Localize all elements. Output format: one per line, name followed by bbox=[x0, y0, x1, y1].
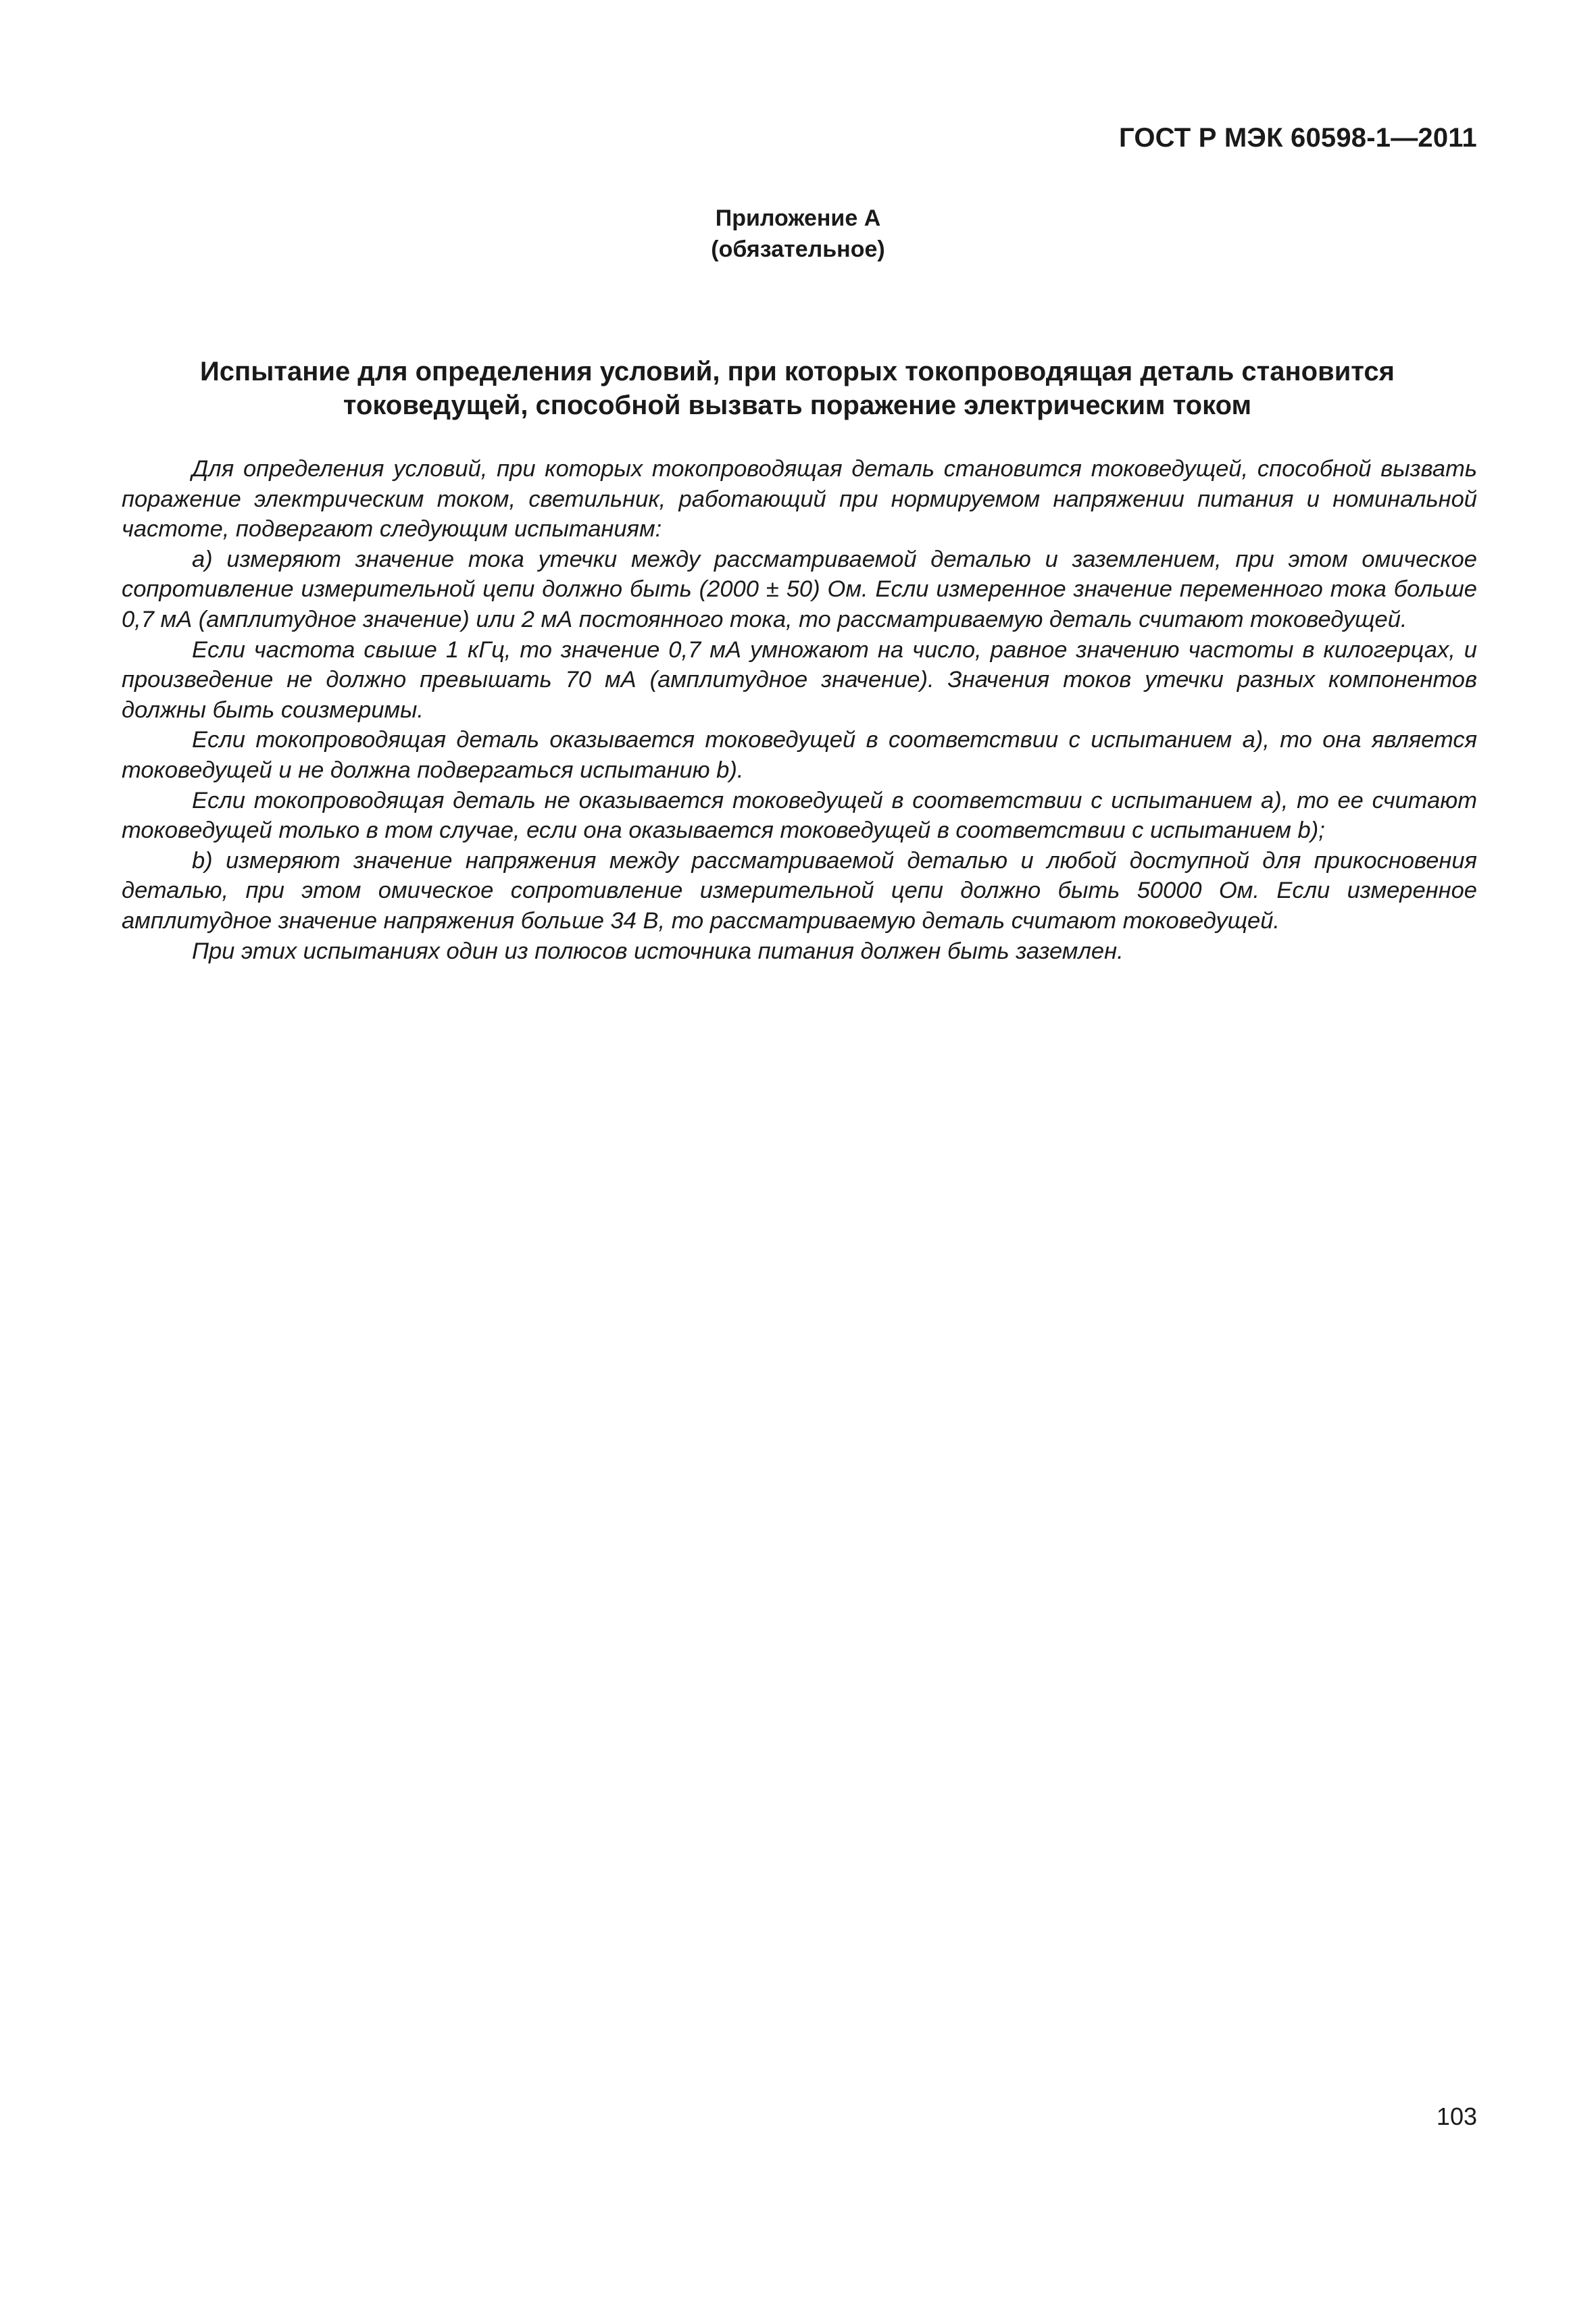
paragraph: b) измеряют значение напряжения между рассматриваемой деталью и любой доступной для прикосновения деталью, при этом омическое сопротивление измерительной цепи должно быть 50000 Ом. Если измеренное амплитудное значение напряжения больше 34 В, то рассматриваемую деталь считают токоведущей. bbox=[122, 847, 1477, 934]
paragraph: Если частота свыше 1 кГц, то значение 0,7 мА умножают на число, равное значению частоты в килогерцах, и произведение не должно превышать 70 мА (амплитудное значение). Значения токов утечки разных компонентов должны быть соизмеримы. bbox=[122, 636, 1477, 723]
appendix-status: (обязательное) bbox=[711, 236, 885, 262]
paragraph: Если токопроводящая деталь оказывается токоведущей в соответствии с испытанием а), то она является токоведущей и не должна подвергаться испытанию b). bbox=[122, 727, 1477, 783]
paragraph: Если токопроводящая деталь не оказывается токоведущей в соответствии с испытанием а), то ее считают токоведущей только в том случае, если она оказывается токоведущей в соответствии с испытанием b); bbox=[122, 787, 1477, 844]
section-title-line-2: токоведущей, способной вызвать поражение электрическим током bbox=[343, 391, 1252, 420]
appendix-label: Приложение А bbox=[715, 205, 881, 231]
paragraph: a) измеряют значение тока утечки между рассматриваемой деталью и заземлением, при этом омическое сопротивление измерительной цепи должно быть (2000 ± 50) Ом. Если измеренное значение переменного тока больше 0,7 мА (амплитудное значение) или 2 мА постоянного тока, то рассматриваемую деталь считают токоведущей. bbox=[122, 546, 1477, 632]
appendix-heading bbox=[0, 203, 1596, 265]
section-title bbox=[122, 355, 1473, 422]
paragraph: Для определения условий, при которых токопроводящая деталь становится токоведущей, способной вызвать поражение электрическим током, светильник, работающий при нормируемом напряжении питания и номинальной частоте, подвергают следующим испытаниям: bbox=[122, 456, 1477, 543]
page-number: 103 bbox=[1436, 2103, 1477, 2130]
body-text bbox=[122, 454, 1477, 966]
paragraph: При этих испытаниях один из полюсов источника питания должен быть заземлен. bbox=[192, 938, 1124, 964]
document-code: ГОСТ Р МЭК 60598-1—2011 bbox=[1119, 123, 1477, 153]
section-title-line-1: Испытание для определения условий, при которых токопроводящая деталь становится bbox=[200, 357, 1395, 386]
